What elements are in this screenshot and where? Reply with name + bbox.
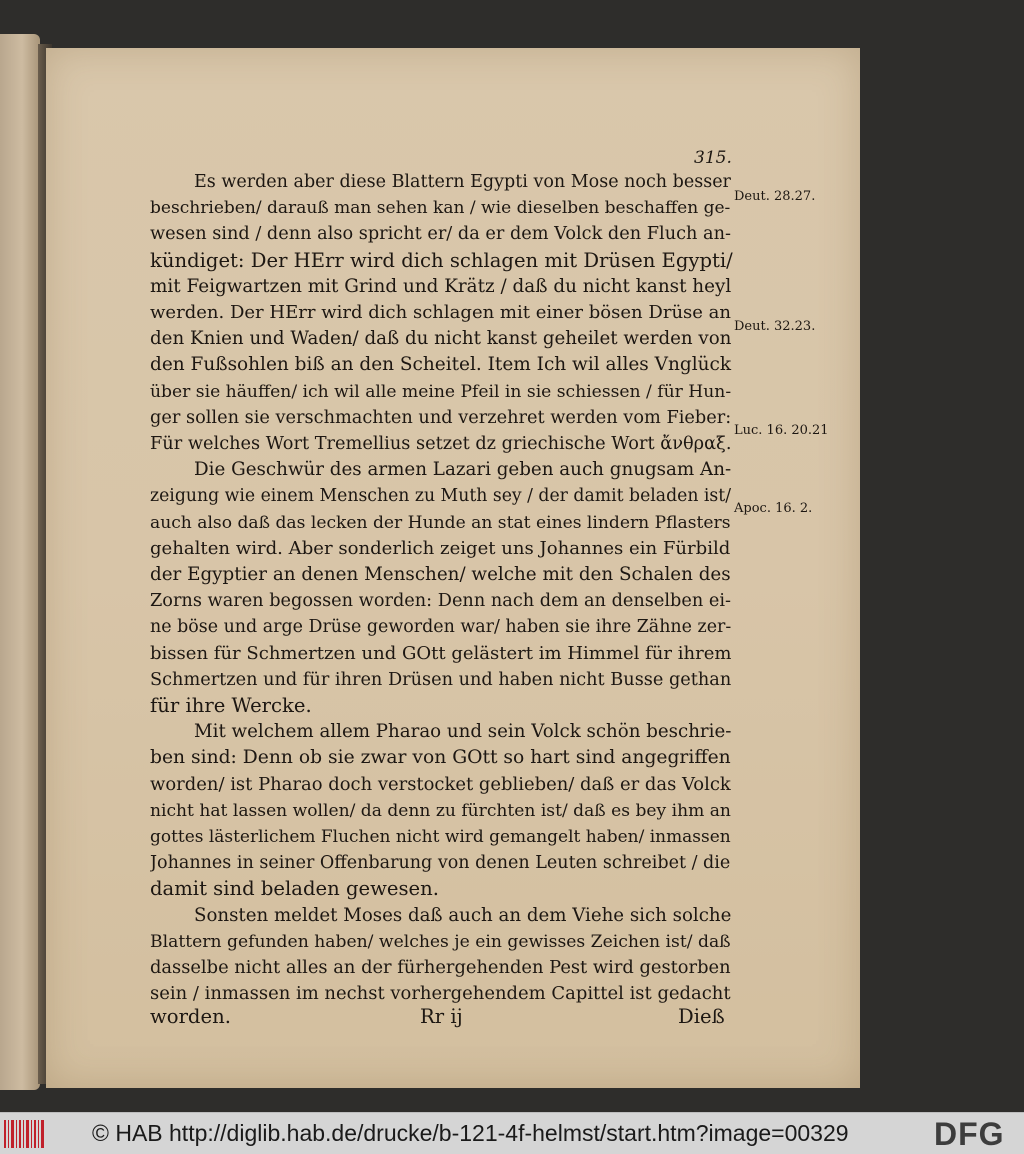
margin-note: Luc. 16. 20.21 [734,423,829,438]
text-line: sein / inmassen im nechst vorhergehendem Capittel ist gedacht [150,983,731,1005]
text-line: worden/ ist Pharao doch verstocket geblieben/ daß er das Volck [150,773,731,795]
text-line: zeigung wie einem Menschen zu Muth sey / der damit beladen ist/ [150,486,732,507]
text-line: Blattern gefunden haben/ welches je ein gewisses Zeichen ist/ daß [150,931,731,952]
text-line: gottes lästerlichem Fluchen nicht wird gemangelt haben/ inmassen [150,827,731,847]
text-line: der Egyptier an denen Menschen/ welche mit den Schalen des [150,564,731,585]
text-line: gehalten wird. Aber sonderlich zeiget uns Johannes ein Fürbild [150,537,731,559]
text-line: wesen sind / denn also spricht er/ da er dem Volck den Fluch an- [150,224,731,245]
text-line: Es werden aber diese Blattern Egypti von Mose noch besser [194,172,731,192]
text-line: ben sind: Denn ob sie zwar von GOtt so hart sind angegriffen [150,747,731,769]
text-line: ger sollen sie verschmachten und verzehret werden vom Fieber: [150,407,732,428]
text-line: mit Feigwartzen mit Grind und Krätz / daß du nicht kanst heyl [150,275,732,297]
text-line: dasselbe nicht alles an der fürhergehenden Pest wird gestorben [150,957,731,978]
margin-note: Deut. 28.27. [734,189,816,204]
text-line: kündiget: Der HErr wird dich schlagen mit Drüsen Egypti/ [150,248,733,272]
copyright-link[interactable]: © HAB http://diglib.hab.de/drucke/b-121-4f-helmst/start.htm?image=00329 [92,1120,849,1146]
page-footer [150,1003,734,1031]
page-number: 315. [694,148,732,168]
text-line: Zorns waren begossen worden: Denn nach dem an denselben ei- [150,591,731,612]
book-page [46,48,860,1088]
text-line: werden. Der HErr wird dich schlagen mit einer bösen Drüse an [150,302,732,323]
barcode-icon [4,1120,46,1148]
margin-note: Apoc. 16. 2. [734,501,813,516]
text-block [150,48,910,1048]
text-line: über sie häuffen/ ich wil alle meine Pfeil in sie schiessen / für Hun- [150,381,732,402]
viewer-footer-bar [0,1112,1024,1154]
text-line: den Knien und Waden/ daß du nicht kanst geheilet werden von [150,328,732,350]
margin-note: Deut. 32.23. [734,319,816,334]
footer-word: worden. [150,1005,231,1028]
text-line: nicht hat lassen wollen/ da denn zu fürchten ist/ daß es bey ihm an [150,800,731,821]
text-line: Mit welchem allem Pharao und sein Volck schön beschrie- [194,721,732,743]
catchword: Dieß [678,1005,725,1028]
text-line: Schmertzen und für ihren Drüsen und haben nicht Busse gethan [150,669,732,690]
previous-page-edge [0,34,40,1090]
text-line: bissen für Schmertzen und GOtt gelästert im Himmel für ihrem [150,642,732,664]
text-line: Für welches Wort Tremellius setzet dz griechische Wort ἄνθραξ. [150,434,732,454]
text-line: ne böse und arge Drüse geworden war/ haben sie ihre Zähne zer- [150,617,732,638]
dfg-logo: DFG [934,1116,1005,1152]
signature-mark: Rr ij [420,1005,463,1028]
text-line: für ihre Wercke. [150,694,312,717]
text-line: Die Geschwür des armen Lazari geben auch gnugsam An- [194,459,732,481]
text-line: beschrieben/ darauß man sehen kan / wie dieselben beschaffen ge- [150,198,731,219]
text-line: den Fußsohlen biß an den Scheitel. Item Ich wil alles Vnglück [150,354,732,376]
text-line: Johannes in seiner Offenbarung von denen Leuten schreibet / die [150,853,731,874]
text-line: damit sind beladen gewesen. [150,877,439,901]
text-line: Sonsten meldet Moses daß auch an dem Viehe sich solche [194,904,732,926]
text-line: auch also daß das lecken der Hunde an stat eines lindern Pflasters [150,512,731,533]
